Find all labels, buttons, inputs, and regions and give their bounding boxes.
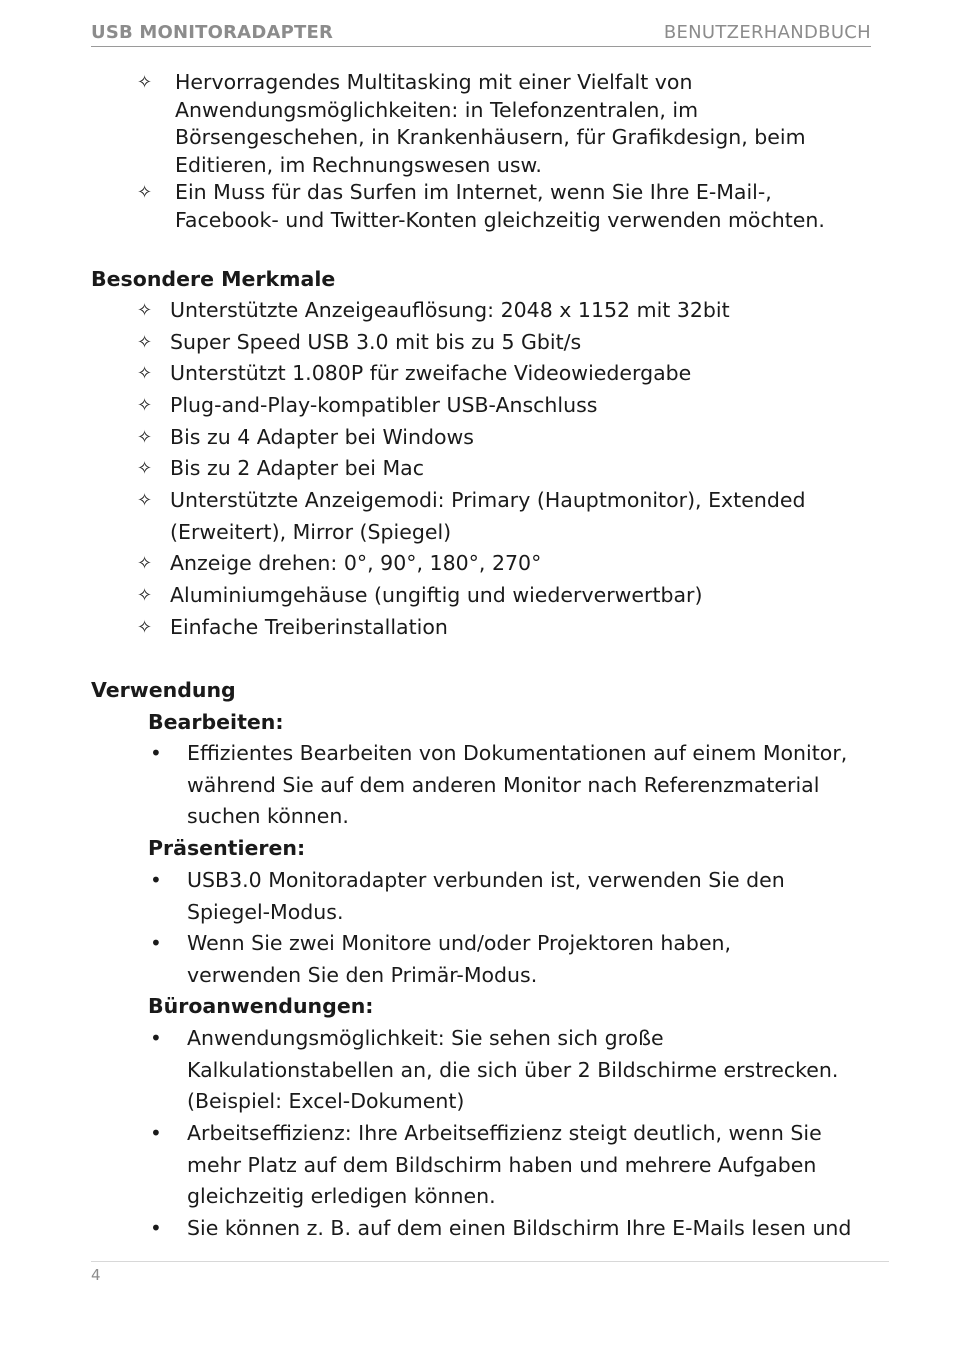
bullet-dot-icon: • (150, 868, 162, 892)
star-bullet-icon: ✧ (137, 182, 153, 203)
star-bullet-icon: ✧ (137, 617, 153, 638)
text-line: Bis zu 2 Adapter bei Mac (170, 456, 424, 480)
star-bullet-icon: ✧ (137, 363, 153, 384)
bullet-dot-icon: • (150, 1026, 162, 1050)
star-bullet-icon: ✧ (137, 458, 153, 479)
text-line: Anwendungsmöglichkeit: Sie sehen sich große (187, 1026, 664, 1050)
text-line: Ein Muss für das Surfen im Internet, wenn Sie Ihre E-Mail-, (175, 180, 772, 204)
usage-group-title: Präsentieren: (148, 836, 306, 860)
text-line: Sie können z. B. auf dem einen Bildschirm Ihre E-Mails lesen und (187, 1216, 852, 1240)
text-line: Anwendungsmöglichkeiten: in Telefonzentralen, im (175, 97, 699, 122)
text-line: gleichzeitig erledigen können. (187, 1184, 496, 1209)
intro-bullet-text (175, 69, 895, 179)
text-line: Einfache Treiberinstallation (170, 615, 448, 639)
text-line: Spiegel-Modus. (187, 899, 344, 924)
text-line: verwenden Sie den Primär-Modus. (187, 962, 538, 987)
text-line: Effizientes Bearbeiten von Dokumentationen auf einem Monitor, (187, 741, 848, 765)
star-bullet-icon: ✧ (137, 585, 153, 606)
star-bullet-icon: ✧ (137, 300, 153, 321)
text-line: Arbeitseffizienz: Ihre Arbeitseffizienz steigt deutlich, wenn Sie (187, 1121, 822, 1145)
bullet-dot-icon: • (150, 1121, 162, 1145)
text-line: Unterstützte Anzeigemodi: Primary (Hauptmonitor), Extended (170, 488, 806, 512)
text-line: Wenn Sie zwei Monitore und/oder Projektoren haben, (187, 931, 732, 955)
header-document-type: BENUTZERHANDBUCH (663, 22, 871, 43)
intro-bullet-text (175, 179, 895, 234)
section-title-usage: Verwendung (91, 678, 236, 702)
text-line: Unterstützte Anzeigeauflösung: 2048 x 1152 mit 32bit (170, 298, 730, 322)
star-bullet-icon: ✧ (137, 395, 153, 416)
text-line: (Erweitert), Mirror (Spiegel) (170, 519, 452, 544)
footer-divider (91, 1261, 889, 1262)
text-line: Börsengeschehen, in Krankenhäusern, für Grafikdesign, beim (175, 125, 806, 149)
text-line: Anzeige drehen: 0°, 90°, 180°, 270° (170, 551, 542, 575)
bullet-dot-icon: • (150, 1216, 162, 1240)
text-line: Super Speed USB 3.0 mit bis zu 5 Gbit/s (170, 330, 582, 354)
text-line: Kalkulationstabellen an, die sich über 2 Bildschirme erstrecken. (187, 1057, 839, 1082)
text-line: USB3.0 Monitoradapter verbunden ist, verwenden Sie den (187, 868, 785, 892)
text-line: (Beispiel: Excel-Dokument) (187, 1089, 465, 1114)
text-line: Aluminiumgehäuse (ungiftig und wiederverwertbar) (170, 583, 703, 607)
usage-group-title: Bearbeiten: (148, 710, 284, 734)
text-line: Hervorragendes Multitasking mit einer Vielfalt von (175, 70, 693, 94)
star-bullet-icon: ✧ (137, 332, 153, 353)
bullet-dot-icon: • (150, 741, 162, 765)
text-line: Facebook- und Twitter-Konten gleichzeitig verwenden möchten. (175, 207, 825, 232)
text-line: Editieren, im Rechnungswesen usw. (175, 152, 542, 177)
text-line: mehr Platz auf dem Bildschirm haben und mehrere Aufgaben (187, 1152, 817, 1177)
star-bullet-icon: ✧ (137, 72, 153, 93)
text-line: suchen können. (187, 804, 349, 829)
text-line: Unterstützt 1.080P für zweifache Videowiedergabe (170, 361, 692, 385)
star-bullet-icon: ✧ (137, 553, 153, 574)
section-title-features: Besondere Merkmale (91, 267, 336, 291)
usage-group-title: Büroanwendungen: (148, 994, 374, 1018)
page-header (91, 20, 871, 47)
text-line: Bis zu 4 Adapter bei Windows (170, 425, 474, 449)
page-number: 4 (91, 1266, 101, 1284)
text-line: während Sie auf dem anderen Monitor nach Referenzmaterial (187, 772, 820, 797)
header-product-name: USB MONITORADAPTER (91, 22, 334, 43)
text-line: Plug-and-Play-kompatibler USB-Anschluss (170, 393, 598, 417)
star-bullet-icon: ✧ (137, 427, 153, 448)
bullet-dot-icon: • (150, 931, 162, 955)
star-bullet-icon: ✧ (137, 490, 153, 511)
